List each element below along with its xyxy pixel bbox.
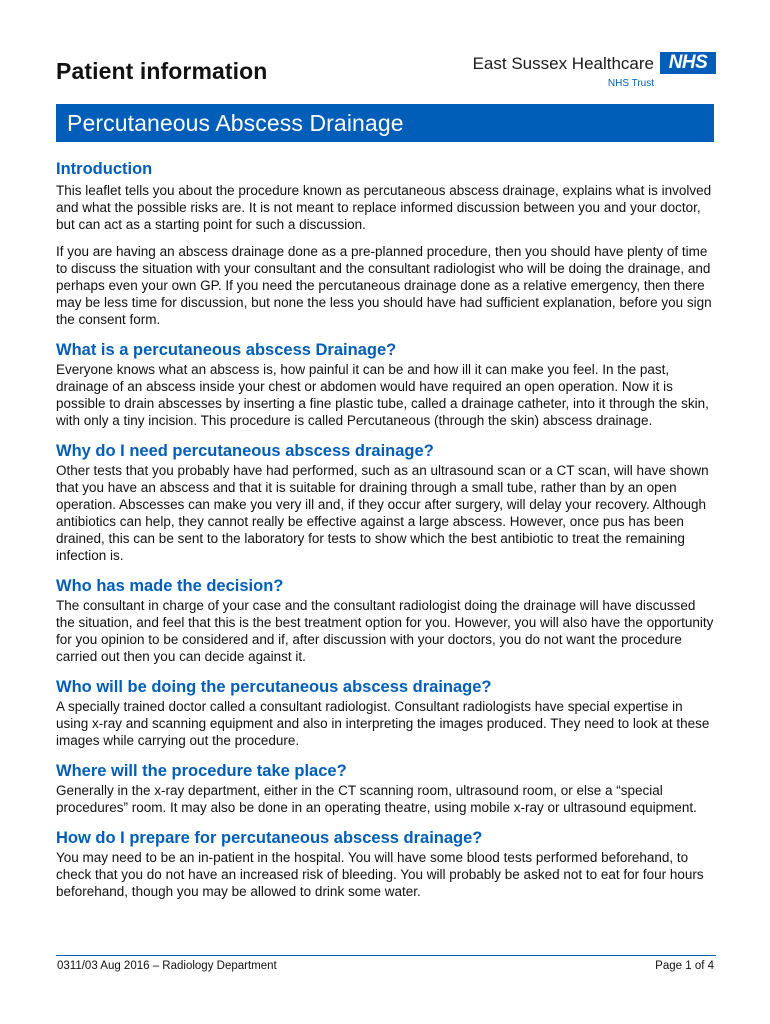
- section-heading: Why do I need percutaneous abscess drainage?: [56, 442, 434, 460]
- section-preparation: [56, 827, 716, 900]
- document-title: Percutaneous Abscess Drainage: [67, 110, 404, 136]
- section-who-performs: [56, 676, 716, 749]
- section-paragraph: Everyone knows what an abscess is, how painful it can be and how ill it can make you feel. In the past, drainage of an abscess inside your chest or abdomen would have required an open operation. Now it is possible to drain abscesses by inserting a fine plastic tube, called a drainage catheter, into it through the skin, with only a tiny incision. This procedure is called Percutaneous (through the skin) abscess drainage.: [56, 362, 709, 428]
- section-paragraph: The consultant in charge of your case and the consultant radiologist doing the drainage will have discussed the situation, and feel that this is the best treatment option for you. However, you will also have the opportunity for you opinion to be considered and if, after discussion with your doctors, you do not want the procedure carried out then you can decide against it.: [56, 598, 714, 664]
- footer-reference: 0311/03 Aug 2016 – Radiology Department: [57, 960, 277, 972]
- section-paragraph: Generally in the x-ray department, either in the CT scanning room, ultrasound room, or else a “special procedures” room. It may also be done in an operating theatre, using mobile x-ray or ultrasound equipment.: [56, 783, 697, 815]
- section-introduction: [56, 158, 716, 328]
- section-heading: Where will the procedure take place?: [56, 762, 347, 780]
- section-paragraph: This leaflet tells you about the procedure known as percutaneous abscess drainage, explains what is involved and what the possible risks are. It is not meant to replace informed discussion between you and your doctor, but can act as a starting point for such a discussion.: [56, 183, 712, 232]
- section-paragraph: If you are having an abscess drainage done as a pre-planned procedure, then you should have plenty of time to discuss the situation with your consultant and the consultant radiologist who will be doing the drainage, and perhaps even your own GP. If you need the percutaneous drainage done as a relative emergency, then there may be less time for discussion, but none the less you should have had sufficient explanation, before you sign the consent form.: [56, 244, 712, 327]
- document-body: [56, 158, 716, 900]
- section-paragraph: You may need to be an in-patient in the hospital. You will have some blood tests performed beforehand, to check that you do not have an increased risk of bleeding. You will probably be asked not to eat for four hours beforehand, though you may be allowed to drink some water.: [56, 850, 704, 899]
- section-why-need: [56, 440, 716, 564]
- trust-logo: [436, 52, 716, 92]
- section-heading: Who will be doing the percutaneous abscess drainage?: [56, 678, 492, 696]
- section-heading: Who has made the decision?: [56, 577, 284, 595]
- trust-name: East Sussex Healthcare: [472, 54, 654, 73]
- section-paragraph: A specially trained doctor called a consultant radiologist. Consultant radiologists have special expertise in using x-ray and scanning equipment and also in interpreting the images produced. They need to look at these images while carrying out the procedure.: [56, 699, 710, 748]
- patient-information-label: Patient information: [56, 58, 268, 84]
- section-paragraph: Other tests that you probably have had performed, such as an ultrasound scan or a CT scan, will have shown that you have an abscess and that it is suitable for draining through a small tube, rather than by an open operation. Abscesses can make you very ill and, if they occur after surgery, will delay your recovery. Although antibiotics can help, they cannot really be effective against a large abscess. However, once pus has been drained, this can be sent to the laboratory for tests to show which the best antibiotic to treat the remaining infection is.: [56, 463, 709, 563]
- page-header: [56, 52, 716, 92]
- footer-divider: [56, 955, 716, 956]
- trust-subtitle: NHS Trust: [607, 78, 654, 89]
- section-heading: What is a percutaneous abscess Drainage?: [56, 341, 397, 359]
- section-what-is: [56, 339, 716, 429]
- section-heading: Introduction: [56, 160, 153, 178]
- section-decision: [56, 575, 716, 665]
- title-banner: [56, 104, 714, 142]
- page-number: Page 1 of 4: [655, 960, 714, 972]
- section-heading: How do I prepare for percutaneous abscess drainage?: [56, 829, 483, 847]
- nhs-logo-badge: NHS: [660, 52, 716, 74]
- section-where: [56, 760, 716, 816]
